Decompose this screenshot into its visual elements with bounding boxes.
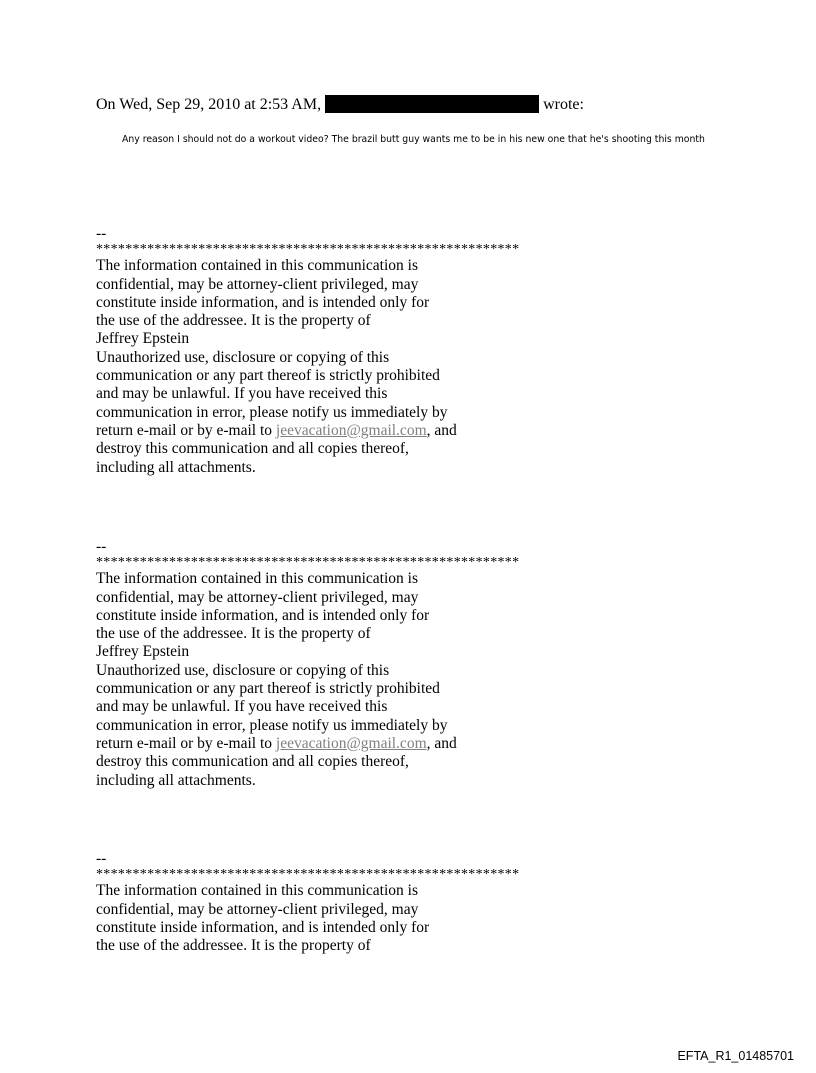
- disclaimer-line: confidential, may be attorney-client privileged, may: [96, 275, 419, 293]
- email-prefix: return e-mail or by e-mail to: [96, 421, 276, 439]
- signature-stars: **********************************************************: [96, 867, 520, 883]
- email-suffix: , and: [426, 734, 457, 752]
- signature-dash: --: [96, 538, 107, 555]
- disclaimer-line: Unauthorized use, disclosure or copying of this: [96, 348, 390, 366]
- email-link[interactable]: jeevacation@gmail.com: [275, 421, 427, 439]
- disclaimer-line: constitute inside information, and is intended only for: [96, 293, 430, 311]
- document-id: EFTA_R1_01485701: [677, 1049, 794, 1063]
- quoted-message: Any reason I should not do a workout video? The brazil butt guy wants me to be in his new one that he's shooting this month: [122, 134, 705, 145]
- disclaimer-line: the use of the addressee. It is the property of: [96, 312, 371, 330]
- signature-dash: --: [96, 850, 107, 867]
- disclaimer-block-1: [96, 225, 596, 477]
- disclaimer-line: confidential, may be attorney-client privileged, may: [96, 588, 419, 606]
- signature-stars: **********************************************************: [96, 555, 520, 571]
- redacted-sender: [325, 95, 539, 113]
- disclaimer-line: the use of the addressee. It is the property of: [96, 937, 371, 955]
- email-prefix: return e-mail or by e-mail to: [96, 734, 276, 752]
- disclaimer-line: including all attachments.: [96, 458, 256, 476]
- disclaimer-line: constitute inside information, and is intended only for: [96, 606, 430, 624]
- reply-header-date: On Wed, Sep 29, 2010 at 2:53 AM,: [96, 96, 322, 113]
- disclaimer-block-2: [96, 538, 596, 790]
- signature-dash: --: [96, 225, 107, 242]
- signature-stars: **********************************************************: [96, 242, 520, 258]
- disclaimer-line: Unauthorized use, disclosure or copying of this: [96, 661, 390, 679]
- disclaimer-line: including all attachments.: [96, 771, 256, 789]
- email-suffix: , and: [426, 421, 457, 439]
- disclaimer-line: Jeffrey Epstein: [96, 330, 190, 348]
- disclaimer-line: destroy this communication and all copies thereof,: [96, 753, 409, 771]
- disclaimer-email-line: [96, 735, 596, 753]
- disclaimer-line: The information contained in this communication is: [96, 570, 418, 588]
- reply-header-wrote: wrote:: [543, 96, 584, 113]
- disclaimer-line: communication or any part thereof is strictly prohibited: [96, 367, 440, 385]
- disclaimer-block-3: [96, 850, 596, 955]
- disclaimer-line: confidential, may be attorney-client privileged, may: [96, 900, 419, 918]
- disclaimer-line: and may be unlawful. If you have received this: [96, 385, 388, 403]
- disclaimer-line: the use of the addressee. It is the property of: [96, 625, 371, 643]
- email-link[interactable]: jeevacation@gmail.com: [275, 734, 427, 752]
- disclaimer-line: Jeffrey Epstein: [96, 643, 190, 661]
- disclaimer-email-line: [96, 422, 596, 440]
- reply-header: [96, 95, 584, 115]
- disclaimer-line: communication in error, please notify us immediately by: [96, 716, 448, 734]
- disclaimer-line: communication or any part thereof is strictly prohibited: [96, 680, 440, 698]
- disclaimer-line: constitute inside information, and is intended only for: [96, 918, 430, 936]
- disclaimer-line: The information contained in this communication is: [96, 882, 418, 900]
- disclaimer-line: The information contained in this communication is: [96, 257, 418, 275]
- disclaimer-line: destroy this communication and all copies thereof,: [96, 440, 409, 458]
- disclaimer-line: communication in error, please notify us immediately by: [96, 403, 448, 421]
- disclaimer-line: and may be unlawful. If you have received this: [96, 698, 388, 716]
